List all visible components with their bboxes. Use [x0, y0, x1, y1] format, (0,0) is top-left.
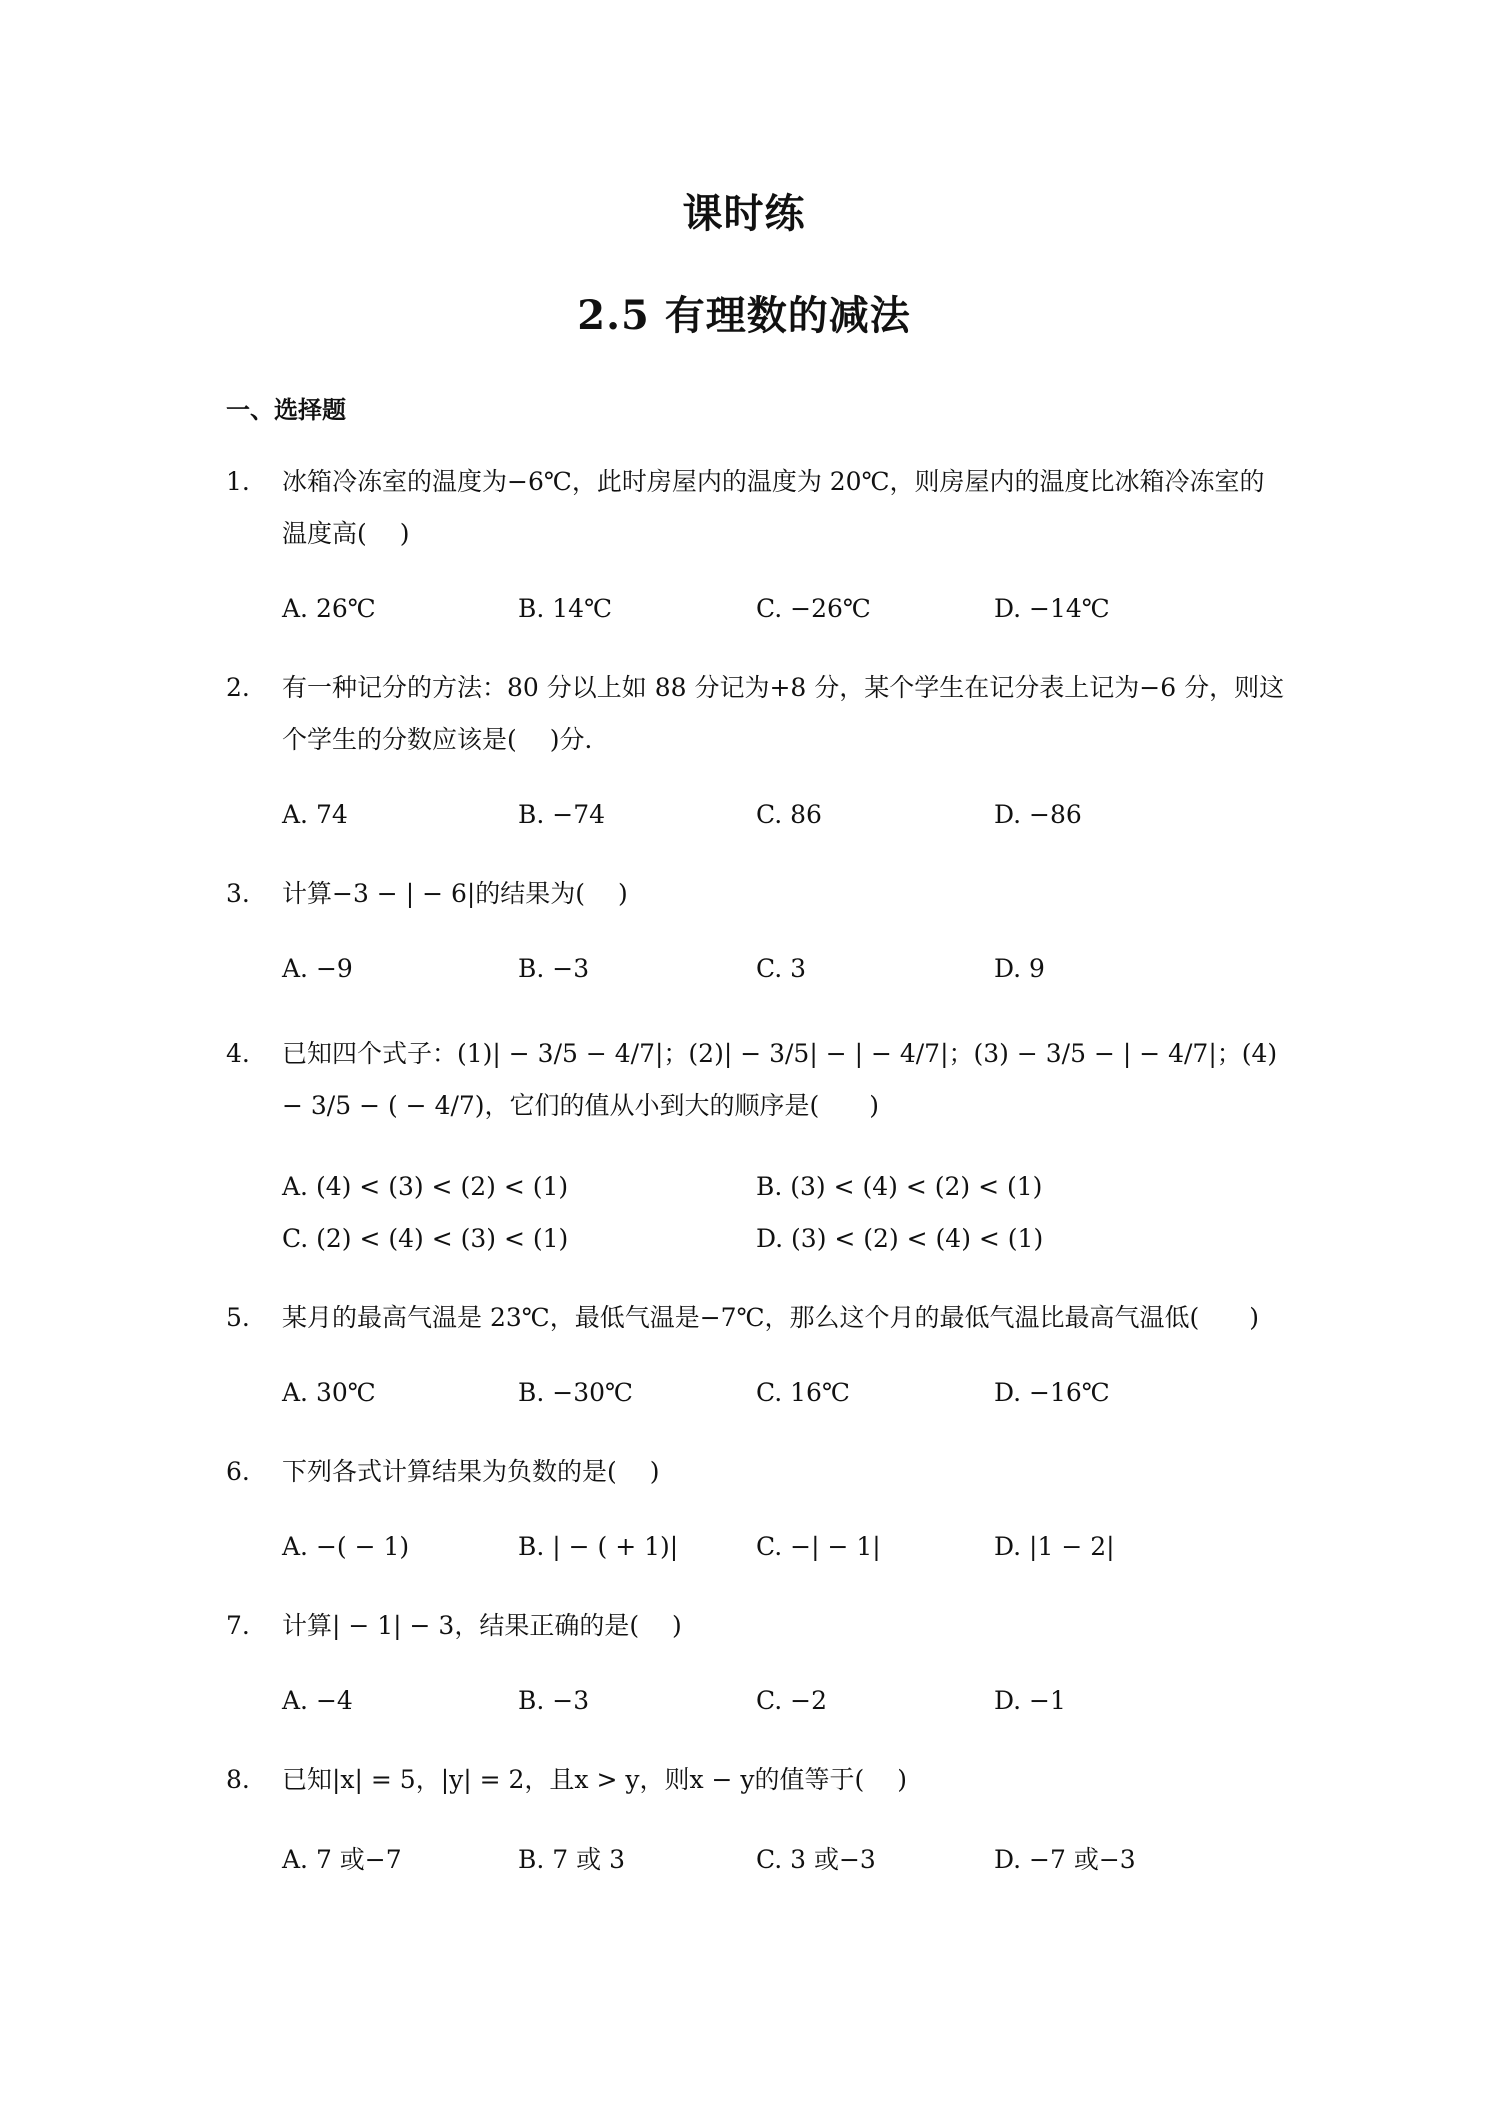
option-a[interactable]: A. −9	[282, 954, 353, 983]
question-number: 7.	[226, 1611, 250, 1640]
option-c[interactable]: C. −2	[756, 1686, 827, 1715]
question-8-options	[282, 1840, 1282, 1876]
option-d[interactable]: D. −16℃	[994, 1378, 1110, 1407]
page-subtitle: 2.5 有理数的减法	[577, 292, 911, 339]
option-b[interactable]: B. −3	[518, 954, 590, 983]
option-a[interactable]: A. −4	[282, 1686, 353, 1715]
question-6-options	[282, 1532, 1282, 1568]
option-b[interactable]: B. 14℃	[518, 594, 613, 623]
question-2	[226, 662, 1286, 766]
question-8	[226, 1754, 1286, 1806]
question-4-options-row2	[282, 1224, 1282, 1260]
option-d[interactable]: D. (3) < (2) < (4) < (1)	[756, 1224, 1044, 1253]
option-d[interactable]: D. −7 或−3	[994, 1845, 1136, 1874]
page-title: 课时练	[682, 190, 806, 237]
question-1-options	[282, 594, 1282, 630]
option-b[interactable]: B. (3) < (4) < (2) < (1)	[756, 1172, 1043, 1201]
option-c[interactable]: C. −| − 1|	[756, 1532, 881, 1561]
question-3-options	[282, 954, 1282, 990]
option-a[interactable]: A. 26℃	[282, 594, 376, 623]
option-c[interactable]: C. 3 或−3	[756, 1845, 876, 1874]
question-number: 1.	[226, 467, 250, 496]
question-stem: 有一种记分的方法：80 分以上如 88 分记为+8 分，某个学生在记分表上记为−6 分，则这个学生的分数应该是( )分．	[282, 673, 1285, 754]
option-a[interactable]: A. (4) < (3) < (2) < (1)	[282, 1172, 569, 1201]
question-7-options	[282, 1686, 1282, 1722]
option-a[interactable]: A. 7 或−7	[282, 1845, 402, 1874]
option-c[interactable]: C. 16℃	[756, 1378, 850, 1407]
option-d[interactable]: D. −14℃	[994, 594, 1110, 623]
option-c[interactable]: C. −26℃	[756, 594, 871, 623]
option-c[interactable]: C. 3	[756, 954, 807, 983]
question-3	[226, 868, 1286, 920]
option-b[interactable]: B. | − ( + 1)|	[518, 1532, 679, 1561]
option-b[interactable]: B. −74	[518, 800, 606, 829]
question-7	[226, 1600, 1286, 1652]
question-1	[226, 456, 1286, 560]
question-stem: 某月的最高气温是 23℃，最低气温是−7℃，那么这个月的最低气温比最高气温低( )	[282, 1303, 1260, 1332]
option-a[interactable]: A. −( − 1)	[282, 1532, 410, 1561]
question-number: 5.	[226, 1303, 250, 1332]
question-4-options-row1	[282, 1172, 1282, 1208]
question-stem: 计算| − 1| − 3，结果正确的是( )	[282, 1611, 682, 1640]
option-a[interactable]: A. 74	[282, 800, 348, 829]
question-stem: 已知四个式子：(1)| − 3/5 − 4/7|；(2)| − 3/5| − | − 4/7|；(3) − 3/5 − | − 4/7|；(4) − 3/5 − ( − 4/7)，它们的值从小到大的顺序是( )	[282, 1039, 1278, 1120]
question-number: 8.	[226, 1765, 250, 1794]
option-b[interactable]: B. 7 或 3	[518, 1845, 625, 1874]
question-2-options	[282, 800, 1282, 836]
question-5-options	[282, 1378, 1282, 1414]
option-c[interactable]: C. (2) < (4) < (3) < (1)	[282, 1224, 569, 1253]
option-d[interactable]: D. |1 − 2|	[994, 1532, 1115, 1561]
question-5	[226, 1292, 1286, 1344]
question-number: 4.	[226, 1039, 250, 1068]
option-a[interactable]: A. 30℃	[282, 1378, 376, 1407]
option-b[interactable]: B. −30℃	[518, 1378, 633, 1407]
section-heading: 一、选择题	[226, 396, 346, 424]
question-stem: 计算−3 − | − 6|的结果为( )	[282, 879, 628, 908]
option-d[interactable]: D. 9	[994, 954, 1045, 983]
question-stem: 已知|x| = 5，|y| = 2，且x > y，则x − y的值等于( )	[282, 1765, 907, 1794]
question-4	[226, 1028, 1286, 1132]
question-stem: 下列各式计算结果为负数的是( )	[282, 1457, 660, 1486]
question-6	[226, 1446, 1286, 1498]
question-number: 2.	[226, 673, 250, 702]
option-d[interactable]: D. −86	[994, 800, 1082, 829]
option-b[interactable]: B. −3	[518, 1686, 590, 1715]
option-d[interactable]: D. −1	[994, 1686, 1066, 1715]
option-c[interactable]: C. 86	[756, 800, 822, 829]
question-stem: 冰箱冷冻室的温度为−6℃，此时房屋内的温度为 20℃，则房屋内的温度比冰箱冷冻室的温度高( )	[282, 467, 1265, 548]
question-number: 3.	[226, 879, 250, 908]
question-number: 6.	[226, 1457, 250, 1486]
